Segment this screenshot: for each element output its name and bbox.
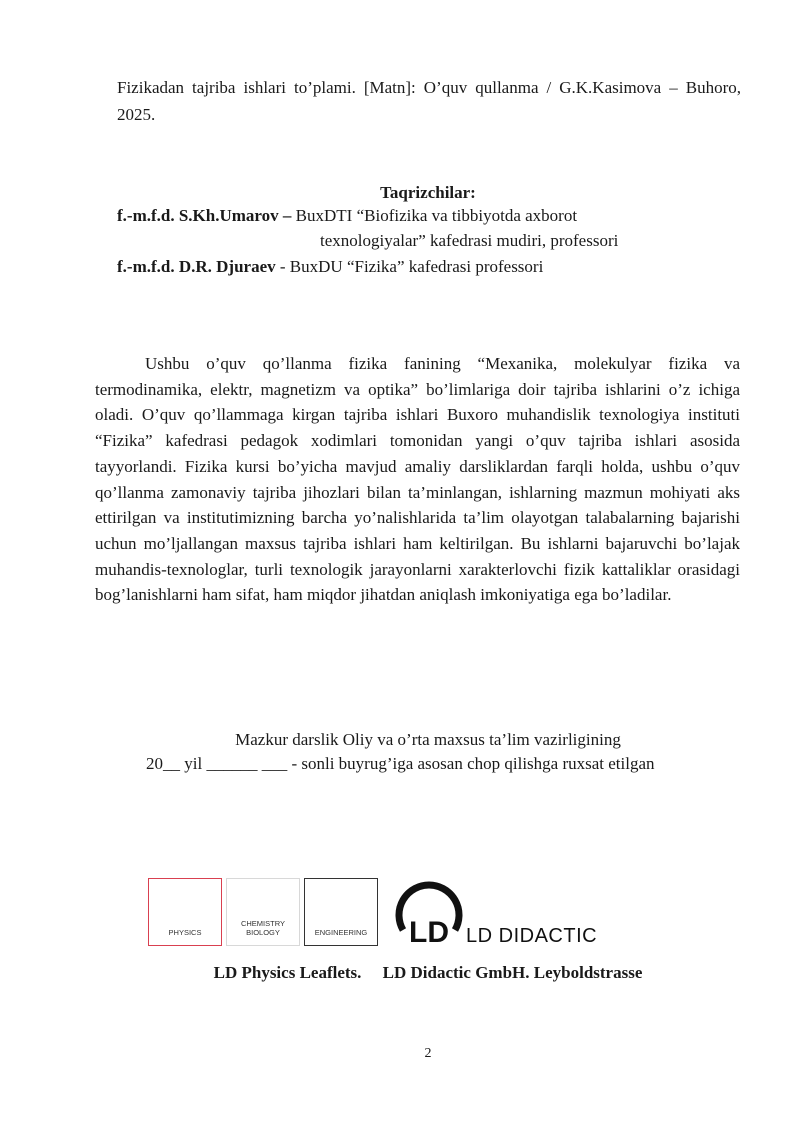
approval-line-1: Mazkur darslik Oliy va o’rta maxsus ta’lim vazirligining <box>235 730 621 749</box>
reviewer-1-name: f.-m.f.d. S.Kh.Umarov – <box>117 206 292 225</box>
ld-mark-text: LD <box>409 916 449 948</box>
reviewers-heading: Taqrizchilar: <box>380 183 476 202</box>
page-number: 2 <box>424 1046 432 1061</box>
approval-line-2: 20__ yil ______ ___ - sonli buyrug’iga asosan chop qilishga ruxsat etilgan <box>146 754 655 773</box>
reviewer-2 <box>117 254 543 279</box>
footer-reference: LD Physics Leaflets. LD Didactic GmbH. Leyboldstrasse <box>213 963 643 982</box>
reviewer-2-affiliation: - BuxDU “Fizika” kafedrasi professori <box>275 257 544 276</box>
abstract-paragraph: Ushbu o’quv qo’llanma fizika fanining “Mexanika, molekulyar fizika va termodinamika, elektr, magnetizm va optika” bo’limlariga doir tajriba ishlarini o’z ichiga oladi. O’quv qo’llammaga kirgan tajriba ishlari Buxoro muhandislik texnologiya instituti “Fizika” kafedrasi pedagok xodimlari tomonidan yangi o’quv tajriba ishlari asosida tayyorlandi. Fizika kursi bo’yicha mavjud amaliy darsliklardan farqli holda, ushbu o’quv qo’llanma zamonaviy tajriba jihozlari bilan ta’minlangan, ishlarning mazmun mohiyati aks ettirilgan va institutimizning barcha yo’nalishlarida ta’lim olayotgan talabalarning bajarishi uchun mo’ljallangan maxsus tajriba ishlari ham keltirilgan. Bu ishlarni bajaruvchi bo’lajak muhandis-texnologlar, turli texnologik jarayonlarni xarakterlovchi fizik kattaliklar orasidagi bog’lanishlarni ham sifat, ham miqdor jihatdan aniqlash imkoniyatiga ega bo’ladilar. <box>95 354 740 605</box>
chemistry-biology-logo-box <box>226 878 300 946</box>
ld-didactic-logo-icon <box>393 878 465 948</box>
chemistry-biology-label <box>241 919 285 937</box>
reviewer-2-name: f.-m.f.d. D.R. Djuraev <box>117 257 276 276</box>
citation-text: Fizikadan tajriba ishlari to’plami. [Matn]: O’quv qullanma / G.K.Kasimova – Buhoro, 2025. <box>117 78 741 124</box>
ld-didactic-brand: LD DIDACTIC <box>466 925 598 947</box>
physics-logo-label: PHYSICS <box>168 928 202 937</box>
reviewer-1-affiliation-cont: texnologiyalar” kafedrasi mudiri, professori <box>320 231 619 250</box>
physics-logo-box <box>148 878 222 946</box>
biology-label: BIOLOGY <box>246 928 280 937</box>
reviewer-1 <box>117 203 577 228</box>
chemistry-label: CHEMISTRY <box>240 919 286 928</box>
engineering-logo-box <box>304 878 378 946</box>
reviewer-1-affiliation: BuxDTI “Biofizika va tibbiyotda axborot <box>291 206 578 225</box>
engineering-logo-label: ENGINEERING <box>314 928 368 937</box>
